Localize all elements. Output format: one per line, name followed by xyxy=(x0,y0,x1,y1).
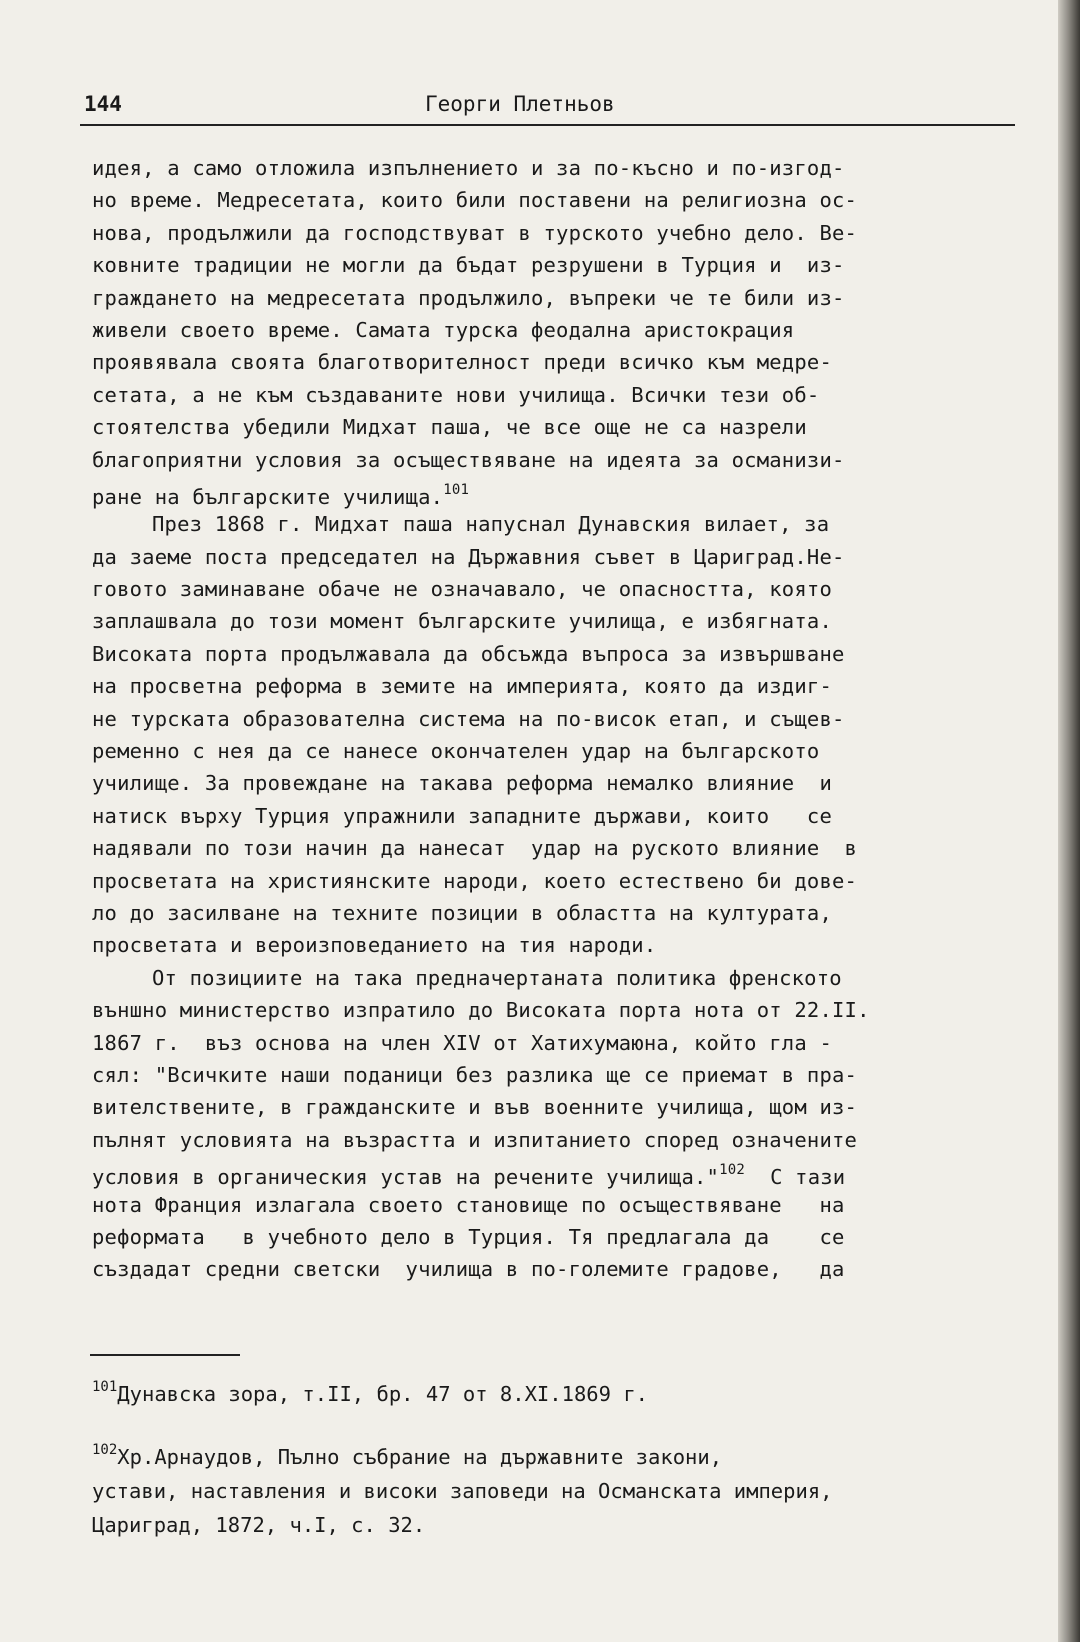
text-line: заплашвала до този момент българските училища, е избягната. xyxy=(92,609,832,634)
running-head: Георги Плетньов xyxy=(425,92,615,116)
text-line: стоятелства убедили Мидхат паша, че все още не са назрели xyxy=(92,415,807,440)
footnote-101 xyxy=(92,1372,1027,1411)
text-line: създадат средни светски училища в по-големите градове, да xyxy=(92,1257,845,1282)
text-line: на просветна реформа в земите на империята, която да издиг- xyxy=(92,674,832,699)
text-line: натиск върху Турция упражнили западните държави, които се xyxy=(92,803,832,828)
text-line: идея, а само отложила изпълнението и за по-късно и по-изгод- xyxy=(92,156,845,180)
text-line: вителствените, в гражданските и във военните училища, щом из- xyxy=(92,1095,858,1120)
footnote-reference: 101 xyxy=(443,481,470,498)
text-line: външно министерство изпратило до Високата порта нота от 22.II. xyxy=(92,998,870,1023)
text-line: сетата, а не към създаваните нови училища. Всички тези об- xyxy=(92,382,820,407)
text-line: 1867 г. въз основа на член XIV от Хатихумаюна, който гла - xyxy=(92,1030,832,1055)
footnote-102 xyxy=(92,1435,1027,1474)
text-line: но време. Медресетата, които били поставени на религиозна ос- xyxy=(92,188,858,213)
text-line: ременно с нея да се нанесе окончателен удар на българското xyxy=(92,739,820,764)
body-text xyxy=(92,152,1027,1286)
text-segment: С тази xyxy=(745,1164,846,1189)
text-line: говото заминаване обаче не означавало, че опасността, която xyxy=(92,577,832,602)
footnote-separator xyxy=(90,1354,240,1356)
text-line: проявявала своята благотворителност преди всичко към медре- xyxy=(92,350,832,375)
text-line: нова, продължили да господствуват в турското учебно дело. Ве- xyxy=(92,220,858,245)
footnote-marker: 102 xyxy=(92,1441,118,1458)
text-line: граждането на медресетата продължило, въпреки че те били из- xyxy=(92,285,845,310)
text-segment: условия в органическия устав на речените училища." xyxy=(92,1164,720,1189)
text-line: Високата порта продължавала да обсъжда въпроса за извършване xyxy=(92,641,845,666)
page-number: 144 xyxy=(84,92,122,116)
text-line-with-footnote xyxy=(92,476,1027,508)
page-header xyxy=(80,90,1015,126)
footnote-reference: 102 xyxy=(719,1162,745,1179)
text-line: надявали по този начин да нанесат удар на руското влияние в xyxy=(92,836,858,861)
text-line: да заеме поста председател на Държавния съвет в Цариград.Не- xyxy=(92,544,845,569)
text-line: училище. За провеждане на такава реформа немалко влияние и xyxy=(92,771,832,796)
paragraph-start-line: От позициите на така предначертаната политика френското xyxy=(152,965,842,990)
text-line: просветата и вероизповеданието на тия народи. xyxy=(92,933,657,958)
text-line: просветата на християнските народи, което естествено би дове- xyxy=(92,868,858,893)
text-line: ло до засилване на техните позиции в областта на културата, xyxy=(92,900,832,925)
paragraph-start-line: През 1868 г. Мидхат паша напуснал Дунавския вилает, за xyxy=(152,512,830,537)
footnote-text: Дунавска зора, т.II, бр. 47 от 8.XI.1869 г. xyxy=(117,1381,649,1406)
text-line: реформата в учебното дело в Турция. Тя предлагала да се xyxy=(92,1224,845,1249)
footnote-text: , Пълно събрание на държавните закони, xyxy=(253,1444,723,1469)
text-line-with-footnote xyxy=(92,1156,1027,1188)
page-binding-edge xyxy=(1058,0,1080,1642)
text-line: ковните традиции не могли да бъдат резрушени в Турция и из- xyxy=(92,253,845,278)
text-line: сял: "Всичките наши поданици без разлика ще се приемат в пра- xyxy=(92,1062,858,1087)
footnote-102-line-3: Цариград, 1872, ч.I, с. 32. xyxy=(92,1512,426,1537)
text-line: нота Франция излагала своето становище по осъществяване на xyxy=(92,1192,845,1217)
text-segment: ране на българските училища. xyxy=(92,484,444,509)
text-line: живели своето време. Самата турска феодална аристокрация xyxy=(92,317,795,342)
footnote-author: Хр.Арнаудов xyxy=(117,1444,254,1469)
text-line: благоприятни условия за осъществяване на идеята за османизи- xyxy=(92,447,845,472)
footnote-marker: 101 xyxy=(92,1379,118,1395)
text-line: не турската образователна система на по-висок етап, и същев- xyxy=(92,706,845,731)
footnotes xyxy=(92,1372,1027,1542)
footnote-102-line-2: устави, наставления и високи заповеди на Османската империя, xyxy=(92,1478,833,1503)
text-line: пълнят условията на възрастта и изпитанието според означените xyxy=(92,1127,858,1152)
